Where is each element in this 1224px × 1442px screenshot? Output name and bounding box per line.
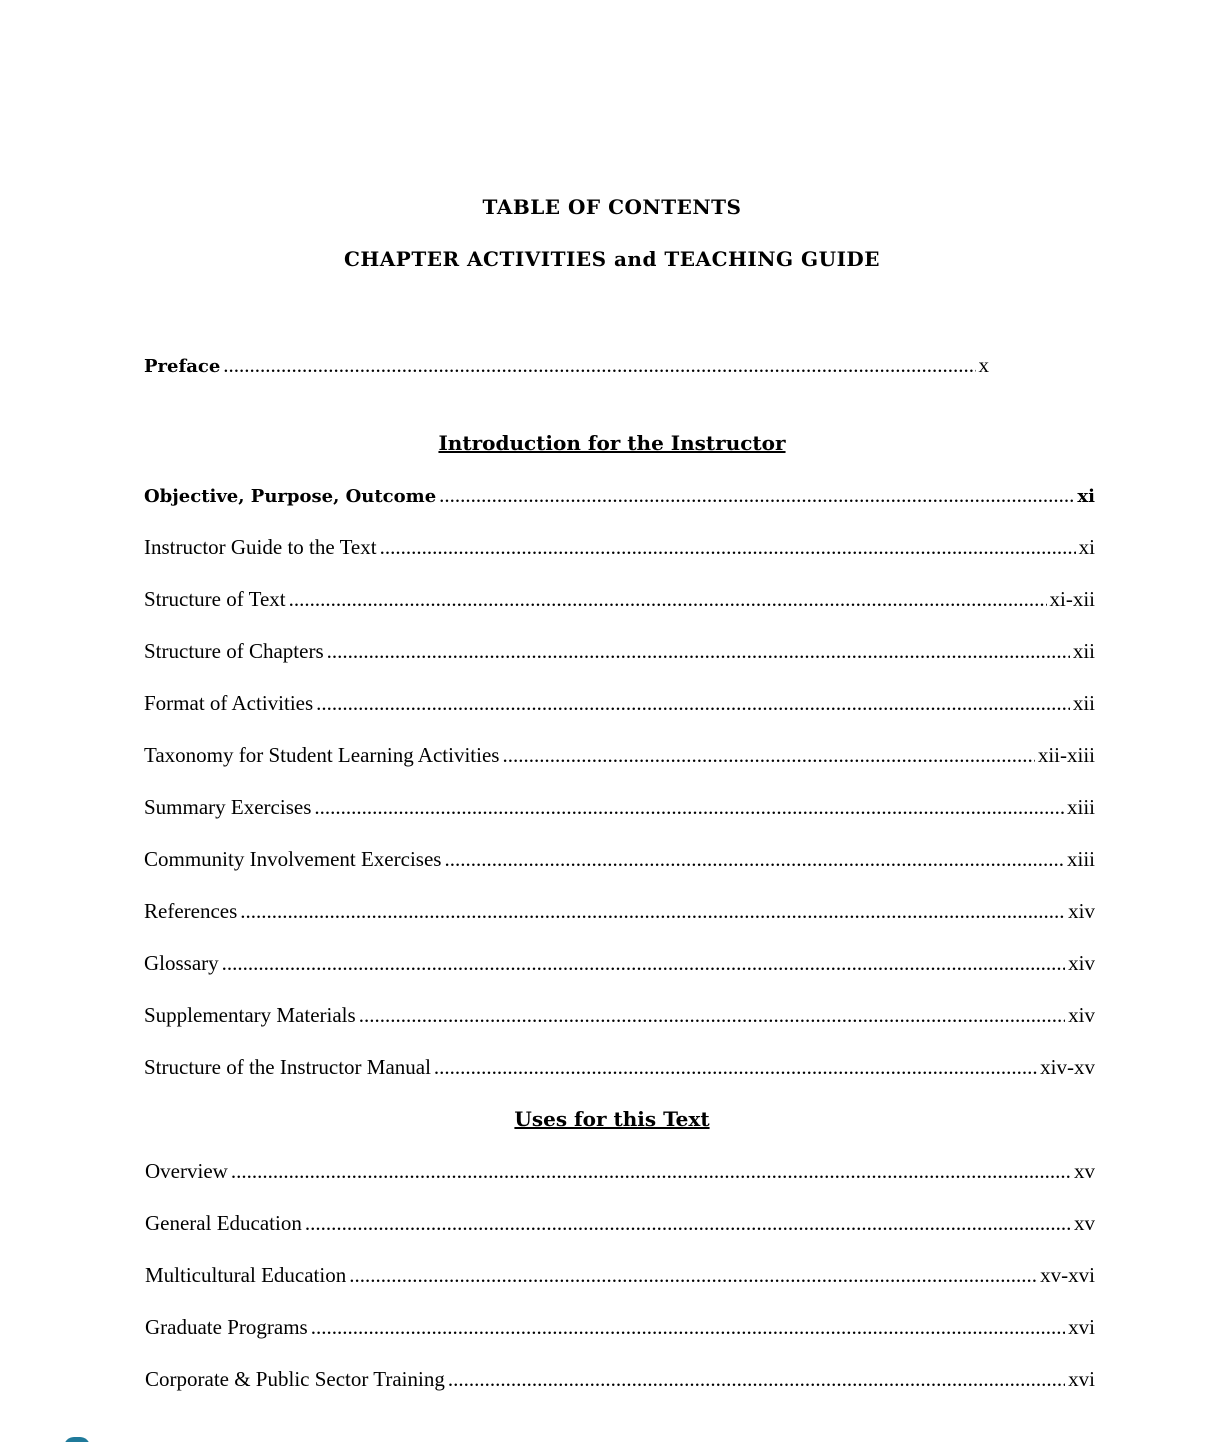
toc-entry[interactable] (144, 898, 1095, 924)
toc-entry-page: x (978, 353, 989, 377)
dot-leader (223, 352, 975, 378)
toc-entry[interactable] (144, 534, 1095, 560)
toc-entry-page: xi-xii (1049, 587, 1095, 611)
toc-entry-label: Glossary (144, 951, 219, 975)
toc-title: TABLE OF CONTENTS (482, 195, 742, 219)
toc-entry[interactable] (144, 586, 1095, 612)
dot-leader (380, 534, 1076, 560)
dot-leader (444, 846, 1064, 872)
toc-entry-page: xv (1074, 1159, 1095, 1183)
toc-entry-label: Format of Activities (144, 691, 314, 715)
toc-entry-page: xiv (1068, 899, 1095, 923)
toc-entry[interactable] (144, 638, 1095, 664)
toc-entry[interactable] (144, 690, 1095, 716)
toc-entry-page: xii (1072, 691, 1095, 715)
dot-leader (448, 1366, 1065, 1392)
toc-entry[interactable] (145, 1158, 1095, 1184)
toc-entry-label: Multicultural Education (145, 1263, 347, 1287)
toc-entry-label: Structure of Text (144, 587, 286, 611)
toc-entry[interactable] (145, 1314, 1095, 1340)
dot-leader (502, 742, 1034, 768)
toc-entry-page: xvi (1068, 1367, 1095, 1391)
toc-entry-label: References (144, 899, 238, 923)
toc-entry[interactable] (145, 1210, 1095, 1236)
toc-entry-page: xv (1074, 1211, 1095, 1235)
dot-leader (316, 690, 1070, 716)
dot-leader (240, 898, 1065, 924)
toc-entry[interactable] (144, 482, 1095, 510)
toc-entry[interactable] (144, 846, 1095, 872)
toc-entry[interactable] (144, 950, 1095, 976)
dot-leader (439, 482, 1074, 508)
toc-entry-label: Instructor Guide to the Text (144, 535, 377, 559)
dot-leader (231, 1158, 1071, 1184)
toc-entry-label: Taxonomy for Student Learning Activities (144, 743, 500, 767)
toc-entry-label: General Education (145, 1211, 302, 1235)
dot-leader (434, 1054, 1037, 1080)
toc-entry-page: xii-xiii (1037, 743, 1095, 767)
toc-entry-page: xi (1077, 486, 1095, 507)
section-heading-introduction: Introduction for the Instructor (438, 431, 786, 455)
partial-logo-icon (64, 1437, 90, 1442)
dot-leader (311, 1314, 1065, 1340)
toc-entry-label: Summary Exercises (144, 795, 312, 819)
dot-leader (305, 1210, 1071, 1236)
toc-entry-page: xi (1078, 535, 1095, 559)
section-heading-uses: Uses for this Text (514, 1107, 710, 1131)
toc-entry[interactable] (145, 1366, 1095, 1392)
toc-entry[interactable] (144, 794, 1095, 820)
toc-entry-page: xiv (1068, 1003, 1095, 1027)
toc-entry-label: Overview (145, 1159, 228, 1183)
toc-entry-label: Supplementary Materials (144, 1003, 356, 1027)
toc-entry-page: xiv-xv (1040, 1055, 1095, 1079)
toc-entry[interactable] (145, 1262, 1095, 1288)
dot-leader (314, 794, 1064, 820)
toc-entry-page: xiii (1066, 795, 1095, 819)
toc-entry-label: Graduate Programs (145, 1315, 308, 1339)
toc-entry-label: Objective, Purpose, Outcome (144, 486, 437, 507)
toc-subtitle: CHAPTER ACTIVITIES and TEACHING GUIDE (343, 247, 881, 271)
toc-entry-page: xii (1072, 639, 1095, 663)
toc-entry-label: Corporate & Public Sector Training (145, 1367, 445, 1391)
dot-leader (222, 950, 1065, 976)
toc-entry-label: Preface (144, 356, 221, 377)
toc-entry-page: xiv (1068, 951, 1095, 975)
dot-leader (289, 586, 1047, 612)
dot-leader (327, 638, 1070, 664)
toc-entry[interactable] (144, 1054, 1095, 1080)
toc-entry-label: Structure of Chapters (144, 639, 324, 663)
dot-leader (359, 1002, 1065, 1028)
toc-entry[interactable] (144, 1002, 1095, 1028)
toc-entry-preface[interactable] (144, 352, 989, 380)
toc-entry-page: xv-xvi (1040, 1263, 1095, 1287)
toc-entry-page: xvi (1068, 1315, 1095, 1339)
toc-entry-page: xiii (1066, 847, 1095, 871)
toc-entry-label: Community Involvement Exercises (144, 847, 442, 871)
toc-entry-label: Structure of the Instructor Manual (144, 1055, 431, 1079)
toc-entry[interactable] (144, 742, 1095, 768)
dot-leader (349, 1262, 1037, 1288)
